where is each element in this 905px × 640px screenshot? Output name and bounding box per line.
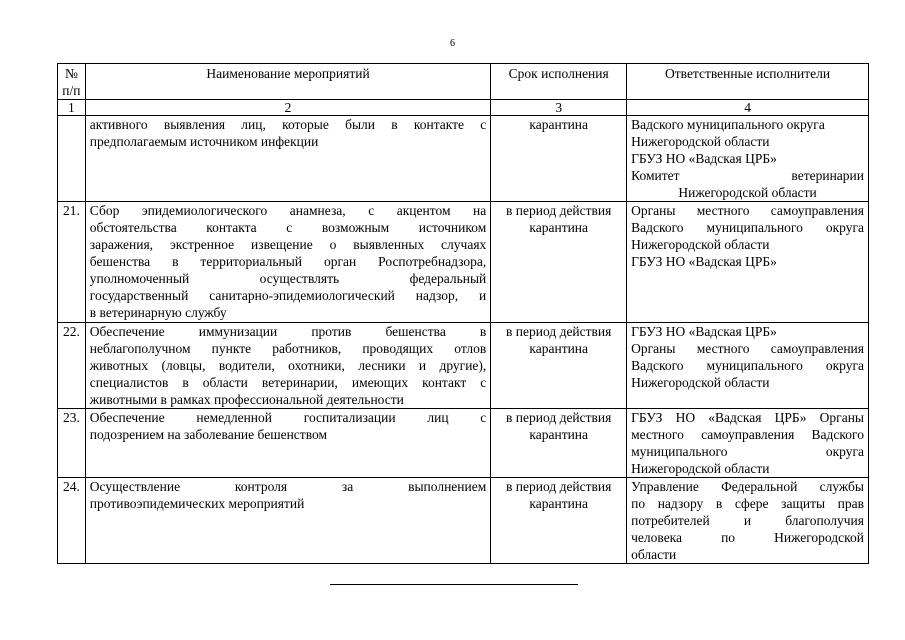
row-responsible: ГБУЗ НО «Вадская ЦРБ» Органы местного самоуправления Вадского муниципального округа Нижегородской области xyxy=(627,323,869,409)
header-number: № п/п xyxy=(58,64,86,100)
column-index-cell: 4 xyxy=(627,100,869,116)
row-measure: активного выявления лиц, которые были в контакте с предполагаемым источником инфекции xyxy=(85,116,491,202)
footer-rule xyxy=(330,584,578,585)
header-row xyxy=(58,64,869,100)
column-index-cell: 2 xyxy=(85,100,491,116)
table-row xyxy=(58,116,869,202)
column-index-cell: 3 xyxy=(491,100,627,116)
column-index-row xyxy=(58,100,869,116)
row-term: карантина xyxy=(491,116,627,202)
table-row xyxy=(58,202,869,323)
row-measure: Обеспечение немедленной госпитализации лиц с подозрением на заболевание бешенством xyxy=(85,409,491,478)
table-row xyxy=(58,409,869,478)
row-number: 24. xyxy=(58,478,86,564)
measures-table xyxy=(57,63,869,564)
header-responsible: Ответственные исполнители xyxy=(627,64,869,100)
row-responsible: Управление Федеральной службы по надзору в сфере защиты прав потребителей и благополучия человека по Нижегородской области xyxy=(627,478,869,564)
page-number: 6 xyxy=(450,38,455,49)
row-number xyxy=(58,116,86,202)
row-measure: Обеспечение иммунизации против бешенства в неблагополучном пункте работников, проводящих отлов животных (ловцы, водители, охотники, лесники и другие), специалистов в области ветеринарии, имеющих контакт с животными в рамках профессиональной деятельности xyxy=(85,323,491,409)
table-row xyxy=(58,478,869,564)
row-term: в период действия карантина xyxy=(491,202,627,323)
row-responsible: Органы местного самоуправления Вадского муниципального округа Нижегородской области ГБУЗ НО «Вадская ЦРБ» xyxy=(627,202,869,323)
row-responsible: Вадского муниципального округа Нижегородской области ГБУЗ НО «Вадская ЦРБ» Комитет ветеринарии Нижегородской области xyxy=(627,116,869,202)
row-term: в период действия карантина xyxy=(491,323,627,409)
row-term: в период действия карантина xyxy=(491,409,627,478)
row-measure: Сбор эпидемиологического анамнеза, с акцентом на обстоятельства контакта с возможным источником заражения, экстренное извещение о выявленных случаях бешенства в территориальный орган Роспотребнадзора, уполномоченный осуществлять федеральный государственный санитарно-эпидемиологический надзор, и в ветеринарную службу xyxy=(85,202,491,323)
row-number: 23. xyxy=(58,409,86,478)
header-term: Срок исполнения xyxy=(491,64,627,100)
row-responsible: ГБУЗ НО «Вадская ЦРБ» Органы местного самоуправления Вадского муниципального округа Нижегородской области xyxy=(627,409,869,478)
header-name: Наименование мероприятий xyxy=(85,64,491,100)
row-term: в период действия карантина xyxy=(491,478,627,564)
row-number: 22. xyxy=(58,323,86,409)
table-row xyxy=(58,323,869,409)
row-measure: Осуществление контроля за выполнением противоэпидемических мероприятий xyxy=(85,478,491,564)
row-number: 21. xyxy=(58,202,86,323)
column-index-cell: 1 xyxy=(58,100,86,116)
